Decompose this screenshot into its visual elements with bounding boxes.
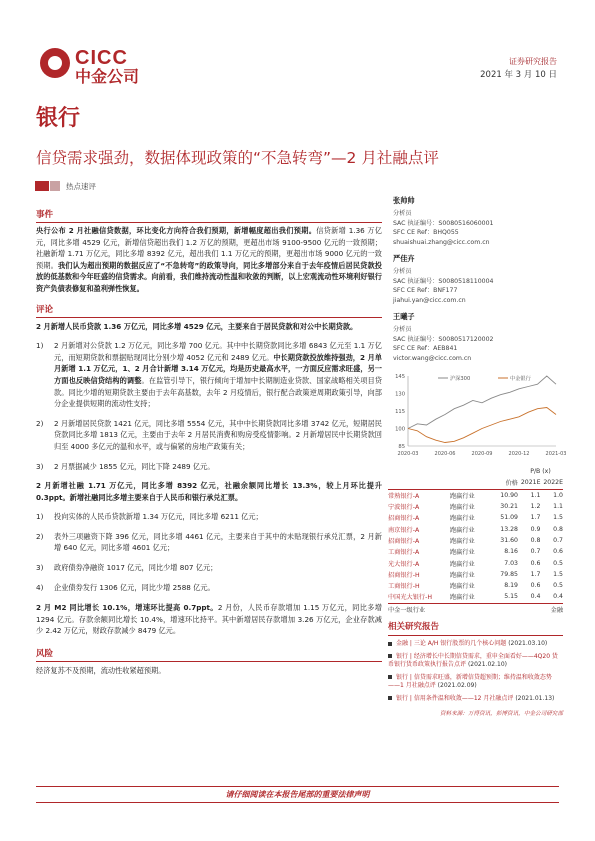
tag-marker-light [50,181,60,191]
table-cell: 0.8 [553,525,563,533]
analyst-panel [393,196,563,364]
table-cell: 跑赢行业 [450,515,475,523]
report-type: 证券研究报告 [509,57,557,66]
stock-table [388,466,563,615]
table-cell: 0.6 [530,582,541,590]
table-cell: 跑赢行业 [450,526,475,534]
cicc-logo [40,48,139,86]
table-cell: 招商银行-A [388,515,420,523]
event-body: 信贷新增 1.36 万亿元，同比多增 4529 亿元，新增信贷超出我们 1.2 万亿的预期，更超出市场 9100-9500 亿元的一致预期；社融新增 1.71 万亿元，同比多增 8392 亿元，超出我们 1.1 万亿元的预期，更超出市场 9000 亿元的一致预期。 [36,226,382,270]
page-subtitle: 信贷需求强劲，数据体现政策的“不急转弯”—2 月社融点评 [36,149,439,167]
table-cell: 工商银行-A [388,549,420,557]
table-cell: 0.8 [530,536,541,544]
related-link[interactable]: 银行 | 信贷需求旺盛，新增信贷超预期；维持温和收敛态势——1 月社融点评 (2021.02.09) [388,673,552,690]
table-cell: 1.5 [553,570,563,578]
comment-heading: 评论 [36,304,54,315]
table-row [388,489,563,501]
list-item: 4) 企业债券发行 1306 亿元，同比少增 2588 亿元。 [36,582,215,592]
y-tick-label: 85 [398,444,405,450]
table-cell: 南京银行-A [388,526,420,534]
table-cell: 0.4 [553,593,563,601]
table-cell: 5.15 [504,593,518,601]
table-row [388,546,563,557]
x-tick-label: 2021-03 [545,451,567,457]
table-cell: 中国光大银行-H [388,594,433,602]
list-item: 3) 政府债券净融资 1017 亿元，同比少增 807 亿元； [36,563,218,573]
table-row [388,512,563,523]
table-cell: 招商银行-H [388,571,420,579]
divider [36,222,382,223]
table-cell: 10.90 [500,491,518,499]
table-cell: 1.2 [530,503,541,511]
table-cell: 0.9 [530,525,541,533]
x-tick-label: 2020-03 [397,451,419,457]
table-cell: 31.60 [500,536,518,544]
table-cell: 光大银行-A [388,560,420,568]
table-row [388,523,563,534]
table-cell: 跑赢行业 [450,583,475,591]
stock-table-wrap [388,466,563,615]
logo-cn: 中金公司 [75,67,140,86]
table-cell: 1.7 [530,570,541,578]
table-cell: 跑赢行业 [450,594,475,602]
logo-mark-icon [40,48,70,78]
analyst-card: 张帅帅 分析员 SAC 执证编号：S0080516060001 SFC CE Ref：BHQ055 shuaishuai.zhang@cicc.com.cn [393,196,494,247]
bullet-icon [388,696,392,700]
risk-heading: 风险 [36,649,54,660]
list-item: 1) 2 月新增对公贷款 1.2 万亿元，同比多增 700 亿元。其中中长期贷款同比多增 6843 亿元至 1.1 万亿元，而短期贷款和票据贴现同比分别少增 4052 亿元和 2489 亿元。中长期贷款投放维持强劲，2 月单月新增 1.1 万亿元，1、2 月合计新增 3.14 万亿元，均是历史最高水平，一方面反应需求旺盛，另一方面也反映信贷结构的调整。在监管引导下，银行倾向于增加中长期制造业贷款、国家战略相关项目贷款。同比少增的短期贷款主要由于去年高基数，去年 2 月疫情后，银行配合政策逆周期政策引导，向部分企业提供短期的流动性支持； [36,341,382,409]
x-tick-label: 2020-09 [471,451,493,457]
table-row [388,535,563,546]
table-cell: 跑赢行业 [450,549,475,557]
table-cell: 1.7 [530,514,541,522]
left-column [36,208,382,677]
event-paragraph [36,225,382,295]
related-reports [388,620,563,718]
loan-heading: 2 月新增人民币贷款 1.36 万亿元，同比多增 4529 亿元，主要来自于居民贷款和对公中长期贷款。 [36,321,358,331]
related-link[interactable]: 银行 | 信用条件温和收敛——12 月社融点评 (2021.01.13) [388,695,563,704]
table-cell: 跑赢行业 [450,537,475,545]
list-item: 2) 表外三项融资下降 396 亿元，同比多增 4461 亿元，主要来自于其中的未贴现银行承兑汇票，2 月新增 640 亿元，同比多增 4601 亿元； [36,531,382,553]
y-tick-label: 145 [395,374,405,380]
list-item: 2) 2 月新增居民贷款 1421 亿元，同比多增 5554 亿元，其中中长期贷款同比多增 3742 亿元，短期居民贷款同比多增 1813 亿元，主要由于去年 2 月居民消费和购房受疫情影响。2 月新增居民中长期贷款回归至 4000 多亿元的温和水平，或与偏紧的房地产政策有关； [36,418,382,451]
table-cell: 跑赢行业 [450,504,475,512]
table-cell: 0.6 [530,559,541,567]
y-tick-label: 130 [395,391,405,398]
analyst-card: 王曦子 分析员 SAC 执证编号：S0080517120002 SFC CE Ref：AEB841 victor.wang@cicc.com.cn [393,311,494,363]
x-tick-label: 2020-12 [508,451,530,457]
table-cell: 跑赢行业 [450,492,475,500]
table-cell: 8.19 [504,582,518,590]
sf-heading: 2 月新增社融 1.71 万亿元，同比多增 8392 亿元，社融余额同比增长 13.3%，较上月环比提升 0.3ppt。新增社融同比多增主要来自于人民币和银行承兑汇票。 [36,481,382,502]
m2-paragraph: 2 月 M2 同比增长 10.1%，增速环比提高 0.7ppt。2 月份，人民币存款增加 1.15 万亿元，同比多增 1294 亿元。存款余额同比增长 10.4%，增速环比持平。其中新增居民存款增加 3.26 万亿元，企业存款减少 2.42 万亿元，财政存款减少 8479 亿元。 [36,603,382,636]
list-item: 1) 投向实体的人民币贷款新增 1.34 万亿元，同比多增 6211 亿元； [36,512,263,522]
table-cell: 跑赢行业 [450,571,475,579]
bullet-icon [388,654,392,658]
table-cell: 常熟银行-A [388,492,420,500]
x-tick-label: 2020-06 [434,451,456,457]
legend-label: 中金银行 [510,376,531,382]
table-cell: 0.7 [553,536,563,544]
report-date: 2021 年 3 月 10 日 [480,70,557,80]
table-row [388,591,563,603]
list-item: 3) 2 月票据减少 1855 亿元，同比下降 2489 亿元。 [36,461,215,471]
related-link[interactable]: 金融 | 三论 A/H 银行股票的几个核心问题 (2021.03.10) [388,640,563,649]
table-cell: 13.28 [500,525,518,533]
report-tag: 热点速评 [66,182,96,191]
logo-en: CICC [75,47,128,69]
table-source-row: 中金一级行业 金融 [388,603,563,615]
table-cell: 1.1 [553,503,563,511]
table-cell: 51.09 [500,514,518,522]
table-cell: 7.03 [504,559,518,567]
divider [388,635,563,636]
table-row [388,501,563,512]
table-cell: 0.6 [553,548,563,556]
legend-label: 沪深300 [450,376,471,382]
table-cell: 1.1 [530,491,541,499]
table-header-row: P/B (x) [530,468,551,476]
table-cell: 1.0 [553,491,563,499]
divider [36,317,382,318]
event-bold-outro: 我们认为超出预期的数据反应了“不急转弯”的政策导向，同比多增部分来自于去年疫情后居民贷款投放的低基数和今年旺盛的信贷需求。向前看，我们维持流动性温和收敛的判断，以上宏观流动性环境利好银行资产负债表修复和盈利弹性恢复。 [36,260,382,293]
bullet-icon [388,675,392,679]
table-cell: 跑赢行业 [450,560,475,568]
page-title: 银行 [36,106,81,131]
tag-marker [35,181,49,191]
legal-footer: 请仔细阅读在本报告尾部的重要法律声明 [225,790,370,799]
table-row [388,557,563,568]
table-cell: 30.21 [500,503,518,511]
footer-rule [36,802,559,803]
y-tick-label: 115 [395,409,405,415]
table-subheader-row: 价格 2021E 2022E [388,477,563,489]
analyst-card: 严佳卉 分析员 SAC 执证编号：S0080518110004 SFC CE Ref：BNF177 jiahui.yan@cicc.com.cn [393,253,494,305]
risk-body: 经济复苏不及预期，流动性收紧超预期。 [36,666,166,676]
table-cell: 0.5 [553,559,563,567]
source-note: 资料来源：万得资讯，彭博资讯，中金公司研究部 [439,710,563,717]
table-cell: 宁波银行-A [388,504,420,512]
event-heading: 事件 [36,210,54,220]
table-row [388,569,563,580]
table-cell: 0.5 [553,582,563,590]
related-link[interactable]: 银行 | 经济增长中长期信贷需求，重申全面看好——4Q20 货币银行货币政策执行报告点评 (2021.02.10) [388,652,558,669]
table-cell: 0.7 [530,548,541,556]
event-bold-intro: 央行公布 2 月社融信贷数据，环比变化方向符合我们预期，新增幅度超出我们预期。 [36,226,317,235]
divider [36,661,382,662]
table-cell: 招商银行-A [388,537,420,545]
series-line [408,408,556,443]
table-cell: 1.5 [553,514,563,522]
performance-chart [388,368,567,460]
series-line [408,376,556,429]
table-cell: 0.4 [530,593,541,601]
bullet-icon [388,642,392,646]
y-tick-label: 100 [395,426,405,433]
related-heading: 相关研究报告 [388,622,440,632]
table-cell: 8.16 [504,548,518,556]
table-cell: 79.85 [500,570,518,578]
table-row [388,580,563,591]
table-cell: 工商银行-H [388,583,420,591]
footer-rule [36,786,559,787]
